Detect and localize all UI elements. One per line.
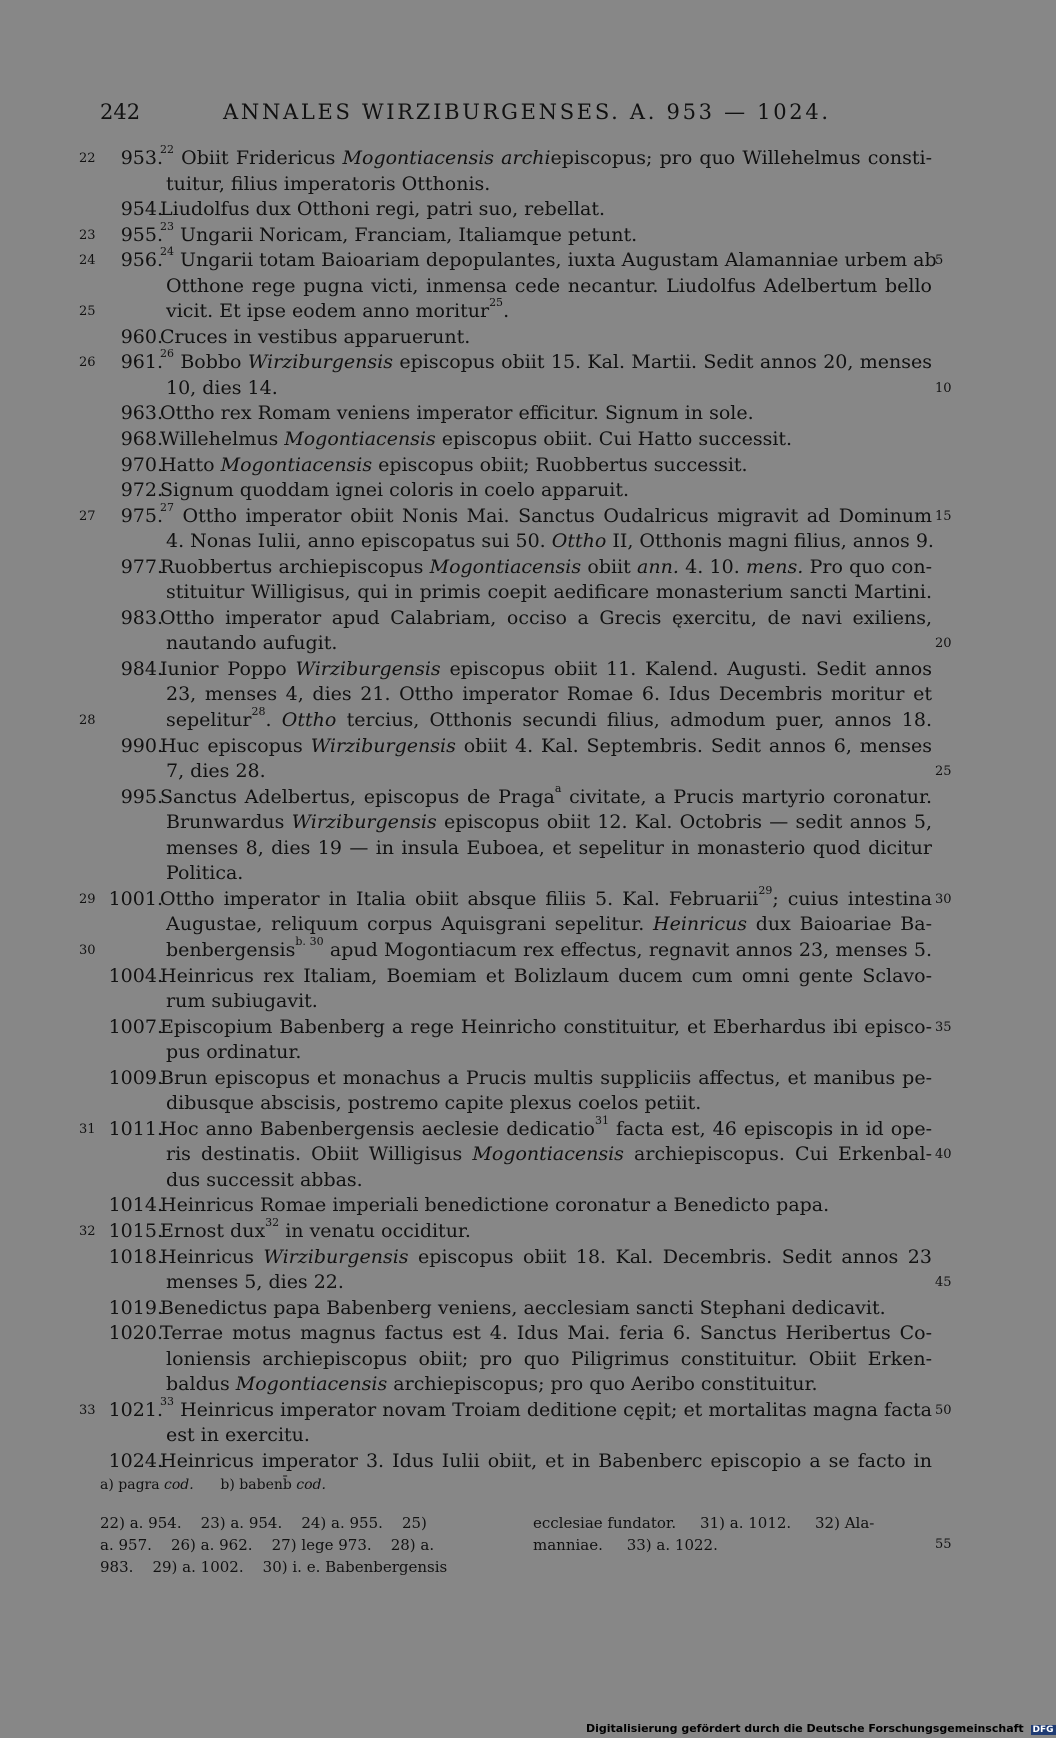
annal-entry bbox=[0, 883, 1000, 964]
entry-line bbox=[0, 1040, 1000, 1066]
page-number: 242 bbox=[100, 100, 141, 124]
entry-line bbox=[0, 245, 1000, 274]
entry-text: dus successit abbas. bbox=[166, 1168, 363, 1191]
entry-text: 23, menses 4, dies 21. Ottho imperator Romae 6. Idus Decembris moritur et bbox=[166, 683, 932, 706]
entry-line bbox=[0, 606, 1000, 632]
entry-text: menses 8, dies 19 — in insula Euboea, et sepelitur in monasterio quod dicitur bbox=[166, 836, 932, 859]
margin-line-number: 5 bbox=[935, 253, 944, 269]
margin-footnote-marker: 31 bbox=[79, 1121, 96, 1137]
entry-text: Augustae, reliquum corpus Aquisgrani sepelitur. Heinricus dux Baioariae Ba- bbox=[166, 913, 932, 936]
entry-text: Ottho imperator in Italia obiit absque filiis 5. Kal. Februarii$^{29}$; cuius intestina bbox=[160, 883, 932, 910]
entry-text: tuitur, filius imperatoris Otthonis. bbox=[166, 172, 491, 195]
entry-year: 960. bbox=[120, 325, 163, 348]
entry-text: benbergensis$^{b. 30}$ apud Mogontiacum rex effectus, regnavit annos 23, menses 5. bbox=[166, 934, 932, 961]
margin-line-number: 40 bbox=[935, 1147, 952, 1163]
entry-line bbox=[0, 705, 1000, 734]
entry-line bbox=[0, 401, 1000, 427]
entry-year: 954. bbox=[120, 198, 163, 221]
textual-note-text: a) pagra cod. b) babenb̄ cod. bbox=[100, 1477, 326, 1493]
annal-entry bbox=[0, 478, 1000, 504]
entry-text: Heinricus imperator 3. Idus Iulii obiit, et in Babenberc episcopio a se facto in bbox=[160, 1449, 932, 1472]
entry-text: Sanctus Adelbertus, episcopus de Praga$^a$ civitate, a Prucis martyrio coronatur. bbox=[160, 781, 932, 808]
entry-line bbox=[0, 580, 1000, 606]
entry-line bbox=[0, 1423, 1000, 1449]
entry-line bbox=[0, 172, 1000, 198]
entry-text: Signum quoddam ignei coloris in coelo apparuit. bbox=[160, 479, 629, 502]
annal-entry bbox=[0, 401, 1000, 427]
footnote-left: 983. 29) a. 1002. 30) i. e. Babenbergensis bbox=[100, 1558, 448, 1576]
entry-line bbox=[0, 810, 1000, 836]
entry-line bbox=[0, 861, 1000, 887]
entry-line bbox=[0, 500, 1000, 530]
entry-line bbox=[0, 1215, 1000, 1245]
entry-year: 955. bbox=[120, 223, 163, 246]
annal-entry bbox=[0, 1449, 1000, 1475]
entry-year: 975. bbox=[120, 504, 163, 527]
entry-text: Iunior Poppo Wirziburgensis episcopus obiit 11. Kalend. Augusti. Sedit annos bbox=[160, 657, 932, 680]
entry-year: 970. bbox=[120, 453, 163, 476]
entry-year: 972. bbox=[120, 479, 163, 502]
margin-footnote-marker: 32 bbox=[79, 1223, 96, 1239]
entry-line bbox=[0, 197, 1000, 223]
entry-line bbox=[0, 143, 1000, 172]
entry-year: 1024. bbox=[108, 1449, 163, 1472]
margin-line-number: 15 bbox=[935, 508, 952, 524]
footnote-left: a. 957. 26) a. 962. 27) lege 973. 28) a. bbox=[100, 1536, 435, 1554]
annal-entry bbox=[0, 555, 1000, 606]
entry-line bbox=[0, 1296, 1000, 1322]
entry-text: Cruces in vestibus apparuerunt. bbox=[160, 325, 471, 348]
margin-line-number: 55 bbox=[935, 1537, 952, 1552]
entry-line bbox=[0, 934, 1000, 964]
entry-line bbox=[0, 1372, 1000, 1398]
annal-entry bbox=[0, 1296, 1000, 1322]
margin-line-number: 45 bbox=[935, 1275, 952, 1291]
margin-line-number: 25 bbox=[935, 764, 952, 780]
entry-year: 1001. bbox=[108, 887, 163, 910]
entry-text: Brunwardus Wirziburgensis episcopus obiit 12. Kal. Octobris — sedit annos 5, bbox=[166, 811, 932, 834]
entry-year: 1015. bbox=[108, 1219, 163, 1242]
running-title: ANNALES WIRZIBURGENSES. A. 953 — 1024. bbox=[223, 100, 831, 124]
entry-text: 10, dies 14. bbox=[166, 376, 278, 399]
entry-line bbox=[0, 1449, 1000, 1475]
entry-text: Episcopium Babenberg a rege Heinricho constituitur, et Eberhardus ibi episco- bbox=[160, 1015, 932, 1038]
entry-year: 968. bbox=[120, 428, 163, 451]
annal-entry bbox=[0, 964, 1000, 1015]
entry-year: 961. bbox=[120, 351, 163, 374]
entry-line bbox=[0, 682, 1000, 708]
entry-text: sepelitur$^{28}$. Ottho tercius, Otthonis secundi filius, admodum puer, annos 18. bbox=[166, 705, 932, 732]
margin-footnote-marker: 23 bbox=[79, 227, 96, 243]
entry-text: Huc episcopus Wirziburgensis obiit 4. Kal. Septembris. Sedit annos 6, menses bbox=[160, 734, 932, 757]
entry-year: 1011. bbox=[108, 1117, 163, 1140]
entry-line bbox=[0, 734, 1000, 760]
entry-line bbox=[0, 759, 1000, 785]
entry-line bbox=[0, 325, 1000, 351]
entry-line bbox=[0, 883, 1000, 913]
margin-footnote-marker: 25 bbox=[79, 304, 96, 320]
entry-text: Heinricus Wirziburgensis episcopus obiit 18. Kal. Decembris. Sedit annos 23 bbox=[160, 1245, 932, 1268]
margin-line-number: 10 bbox=[935, 380, 952, 396]
dfg-credit-text: Digitalisierung gefördert durch die Deutsche Forschungsgemeinschaft bbox=[586, 1722, 1024, 1735]
entry-text: Benedictus papa Babenberg veniens, aecclesiam sancti Stephani dedicavit. bbox=[160, 1296, 886, 1319]
annal-entries bbox=[0, 143, 1000, 1474]
entry-text: nautando aufugit. bbox=[166, 632, 338, 655]
textual-notes bbox=[100, 1477, 326, 1493]
entry-text: 4. Nonas Iulii, anno episcopatus sui 50. Ottho II, Otthonis magni filius, annos 9. bbox=[166, 530, 934, 553]
entry-line bbox=[0, 219, 1000, 249]
entry-line bbox=[0, 989, 1000, 1015]
entry-year: 977. bbox=[120, 555, 163, 578]
entry-year: 1004. bbox=[108, 964, 163, 987]
entry-line bbox=[0, 836, 1000, 862]
entry-text: dibusque abscisis, postremo capite plexus coelos petiit. bbox=[166, 1092, 702, 1115]
margin-footnote-marker: 22 bbox=[79, 151, 96, 166]
entry-line bbox=[0, 1270, 1000, 1296]
entry-text: menses 5, dies 22. bbox=[166, 1271, 344, 1294]
entry-text: $^{27}$ Ottho imperator obiit Nonis Mai. Sanctus Oudalricus migravit ad Dominum bbox=[160, 500, 932, 527]
annal-entry bbox=[0, 427, 1000, 453]
entry-text: loniensis archiepiscopus obiit; pro quo Piligrimus constituitur. Obiit Erken- bbox=[166, 1347, 932, 1370]
annal-entry bbox=[0, 245, 1000, 325]
entry-year: 1014. bbox=[108, 1194, 163, 1217]
margin-footnote-marker: 28 bbox=[79, 713, 96, 729]
entry-text: Ruobbertus archiepiscopus Mogontiacensis obiit ann. 4. 10. mens. Pro quo con- bbox=[160, 555, 932, 578]
entry-line bbox=[0, 555, 1000, 581]
annal-entry bbox=[0, 1193, 1000, 1219]
entry-text: $^{23}$ Ungarii Noricam, Franciam, Italiamque petunt. bbox=[160, 219, 638, 246]
annal-entry bbox=[0, 1066, 1000, 1117]
entry-line bbox=[0, 1168, 1000, 1194]
entry-text: Politica. bbox=[166, 862, 244, 885]
annal-entry bbox=[0, 500, 1000, 555]
entry-text: Otthone rege pugna victi, inmensa cede necantur. Liudolfus Adelbertum bello bbox=[166, 274, 932, 297]
entry-line bbox=[0, 453, 1000, 479]
entry-text: Willehelmus Mogontiacensis episcopus obiit. Cui Hatto successit. bbox=[160, 428, 793, 451]
entry-year: 1007. bbox=[108, 1015, 163, 1038]
entry-text: Heinricus rex Italiam, Boemiam et Bolizlaum ducem cum omni gente Sclavo- bbox=[160, 964, 932, 987]
entry-line bbox=[0, 1321, 1000, 1347]
annal-entry bbox=[0, 325, 1000, 351]
margin-footnote-marker: 33 bbox=[79, 1402, 96, 1418]
entry-line bbox=[0, 1142, 1000, 1168]
running-header bbox=[100, 100, 831, 132]
annal-entry bbox=[0, 1321, 1000, 1398]
annal-entry bbox=[0, 657, 1000, 734]
entry-text: pus ordinatur. bbox=[166, 1041, 302, 1064]
entry-year: 1009. bbox=[108, 1066, 163, 1089]
entry-text: Liudolfus dux Otthoni regi, patri suo, rebellat. bbox=[160, 198, 606, 221]
entry-year: 1019. bbox=[108, 1296, 163, 1319]
annal-entry bbox=[0, 1215, 1000, 1245]
annal-entry bbox=[0, 453, 1000, 479]
entry-text: 7, dies 28. bbox=[166, 760, 266, 783]
dfg-credit bbox=[586, 1722, 1056, 1735]
margin-line-number: 30 bbox=[935, 891, 952, 907]
entry-text: Brun episcopus et monachus a Prucis multis suppliciis affectus, et manibus pe- bbox=[160, 1066, 932, 1089]
margin-line-number: 35 bbox=[935, 1019, 952, 1035]
entry-text: Hoc anno Babenbergensis aeclesie dedicatio$^{31}$ facta est, 46 episcopis in id ope- bbox=[160, 1113, 932, 1140]
entry-text: Ottho imperator apud Calabriam, occiso a Grecis ęxercitu, de navi exiliens, bbox=[160, 606, 932, 629]
entry-line bbox=[0, 1347, 1000, 1373]
entry-year: 953. bbox=[120, 147, 163, 169]
entry-line bbox=[0, 964, 1000, 990]
entry-text: vicit. Et ipse eodem anno moritur$^{25}$. bbox=[166, 296, 510, 323]
entry-text: baldus Mogontiacensis archiepiscopus; pro quo Aeribo constituitur. bbox=[166, 1373, 818, 1396]
margin-line-number: 50 bbox=[935, 1402, 952, 1418]
annal-entry bbox=[0, 143, 1000, 197]
entry-line bbox=[0, 631, 1000, 657]
entry-line bbox=[0, 529, 1000, 555]
entry-year: 984. bbox=[120, 657, 163, 680]
entry-line bbox=[0, 1113, 1000, 1143]
entry-line bbox=[0, 427, 1000, 453]
entry-line bbox=[0, 1015, 1000, 1041]
entry-text: Heinricus Romae imperiali benedictione coronatur a Benedicto papa. bbox=[160, 1194, 830, 1217]
entry-year: 990. bbox=[120, 734, 163, 757]
margin-footnote-marker: 26 bbox=[79, 355, 96, 371]
annal-entry bbox=[0, 219, 1000, 249]
entry-line bbox=[0, 347, 1000, 376]
annal-entry bbox=[0, 1015, 1000, 1066]
margin-footnote-marker: 24 bbox=[79, 253, 96, 269]
annal-entry bbox=[0, 197, 1000, 223]
annal-entry bbox=[0, 1245, 1000, 1296]
entry-line bbox=[0, 376, 1000, 402]
entry-text: $^{33}$ Heinricus imperator novam Troiam deditione cępit; et mortalitas magna facta bbox=[160, 1394, 932, 1421]
entry-text: Ernost dux$^{32}$ in venatu occiditur. bbox=[160, 1215, 471, 1242]
annal-entry bbox=[0, 1394, 1000, 1449]
annal-entry bbox=[0, 347, 1000, 401]
entry-line bbox=[0, 1394, 1000, 1424]
entry-line bbox=[0, 657, 1000, 683]
entry-year: 956. bbox=[120, 249, 163, 272]
entry-year: 1021. bbox=[108, 1398, 163, 1421]
entry-year: 983. bbox=[120, 606, 163, 629]
entry-text: $^{26}$ Bobbo Wirziburgensis episcopus obiit 15. Kal. Martii. Sedit annos 20, menses bbox=[160, 347, 933, 374]
entry-text: $^{22}$ Obiit Fridericus Mogontiacensis archiepiscopus; pro quo Willehelmus consti- bbox=[160, 143, 932, 169]
footnote-left: 22) a. 954. 23) a. 954. 24) a. 955. 25) bbox=[100, 1514, 427, 1532]
annal-entry bbox=[0, 734, 1000, 785]
entry-line bbox=[0, 478, 1000, 504]
entry-text: Ottho rex Romam veniens imperator efficitur. Signum in sole. bbox=[160, 402, 754, 425]
entry-text: stituitur Willigisus, qui in primis coepit aedificare monasterium sancti Martini. bbox=[166, 581, 932, 604]
entry-line bbox=[0, 1245, 1000, 1271]
margin-line-number: 20 bbox=[935, 636, 952, 652]
entry-year: 963. bbox=[120, 402, 163, 425]
entry-text: Terrae motus magnus factus est 4. Idus Mai. feria 6. Sanctus Heribertus Co- bbox=[160, 1322, 932, 1345]
entry-text: $^{24}$ Ungarii totam Baioariam depopulantes, iuxta Augustam Alamanniae urbem ab bbox=[160, 245, 937, 272]
margin-footnote-marker: 29 bbox=[79, 891, 96, 907]
entry-line bbox=[0, 912, 1000, 938]
entry-line bbox=[0, 1193, 1000, 1219]
entry-line bbox=[0, 1091, 1000, 1117]
entry-text: rum subiugavit. bbox=[166, 990, 318, 1013]
annal-entry bbox=[0, 1113, 1000, 1194]
margin-footnote-marker: 30 bbox=[79, 942, 96, 958]
entry-line bbox=[0, 1066, 1000, 1092]
footnote-right: manniae. 33) a. 1022. bbox=[533, 1536, 718, 1554]
entry-line bbox=[0, 296, 1000, 325]
entry-year: 995. bbox=[120, 785, 163, 808]
entry-text: Hatto Mogontiacensis episcopus obiit; Ruobbertus successit. bbox=[160, 453, 748, 476]
footnote-right: ecclesiae fundator. 31) a. 1012. 32) Ala- bbox=[533, 1514, 875, 1532]
margin-footnote-marker: 27 bbox=[79, 508, 96, 524]
entry-line bbox=[0, 781, 1000, 811]
entry-year: 1020. bbox=[108, 1322, 163, 1345]
entry-text: ris destinatis. Obiit Willigisus Mogontiacensis archiepiscopus. Cui Erkenbal- bbox=[166, 1143, 932, 1166]
entry-year: 1018. bbox=[108, 1245, 163, 1268]
annal-entry bbox=[0, 781, 1000, 887]
dfg-logo: DFG bbox=[1032, 1725, 1054, 1735]
annal-entry bbox=[0, 606, 1000, 657]
entry-text: est in exercitu. bbox=[166, 1424, 310, 1447]
